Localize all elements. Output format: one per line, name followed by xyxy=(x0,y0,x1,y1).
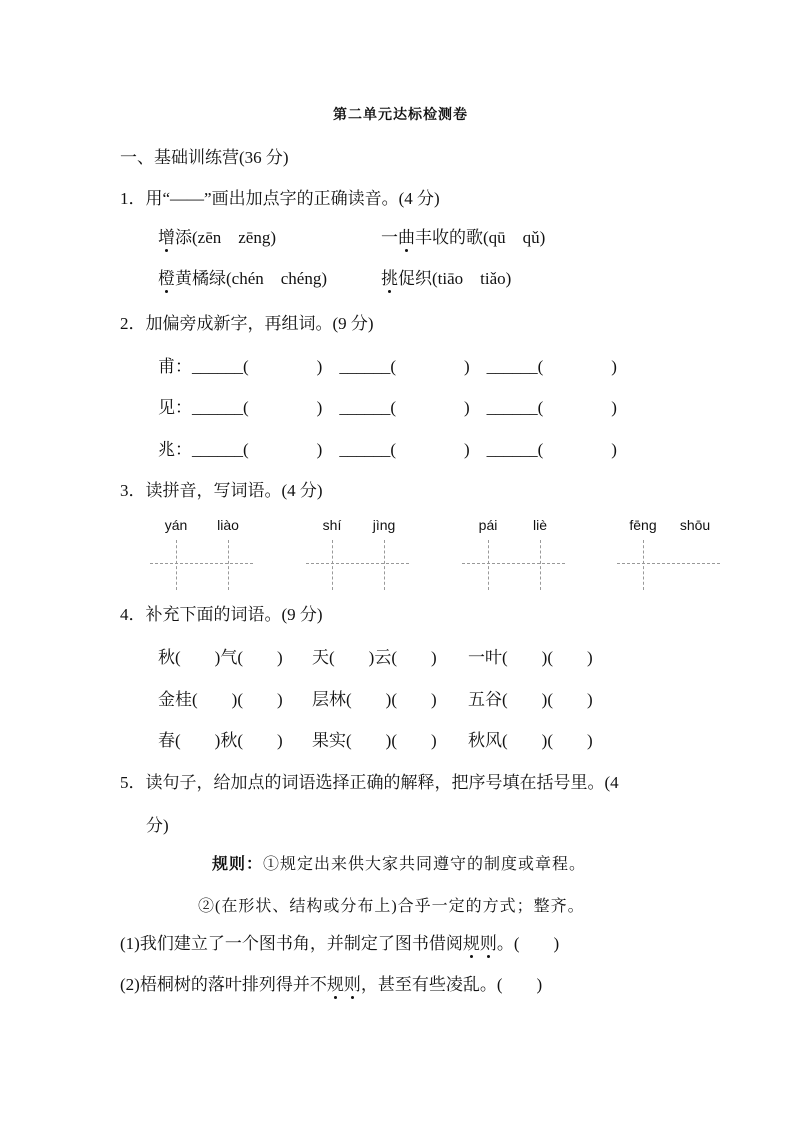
grid-guide-line xyxy=(643,540,644,590)
answer-blanks: ：______( ) ______( ) ______( ) xyxy=(175,440,617,459)
grid-guide-line xyxy=(540,540,541,590)
grid-guide-line xyxy=(384,540,385,590)
answer-blanks: ：______( ) ______( ) ______( ) xyxy=(175,398,617,417)
dotted-char: 则 xyxy=(343,975,361,994)
term: 规则： xyxy=(212,856,264,873)
pinyin: shōu xyxy=(679,517,711,533)
writing-grid xyxy=(306,540,409,590)
q5-prompt-line1: 5．读句子，给加点的词语选择正确的解释，把序号填在括号里。(4 xyxy=(120,773,619,792)
item-post: 丰收的歌(qū qǔ) xyxy=(415,228,546,247)
pinyin: fēng xyxy=(629,517,657,533)
idiom-blank: 果实( )( ) xyxy=(312,731,437,750)
part1-heading: 一、基础训练营(36 分) xyxy=(120,148,289,167)
item-post: 添(zēn zēng) xyxy=(175,228,277,247)
q4-prompt: 4．补充下面的词语。(9 分) xyxy=(120,605,323,624)
grid-guide-line xyxy=(462,563,565,564)
item-post: 黄橘绿(chén chéng) xyxy=(175,269,328,288)
sentence-pre: (1)我们建立了一个图书角，并制定了图书借阅 xyxy=(120,934,463,953)
grid-guide-line xyxy=(617,563,720,564)
q5-sentence xyxy=(120,975,542,995)
dotted-char: 挑 xyxy=(381,269,398,288)
idiom-blank: 五谷( )( ) xyxy=(468,690,593,709)
idiom-blank: 秋风( )( ) xyxy=(468,731,593,750)
definition-1 xyxy=(212,855,586,875)
q1-prompt: 1．用“——”画出加点字的正确读音。(4 分) xyxy=(120,189,440,208)
grid-guide-line xyxy=(332,540,333,590)
q1-item xyxy=(381,269,511,289)
sentence-post: ，甚至有些凌乱。( ) xyxy=(360,975,543,994)
q5-sentence xyxy=(120,934,559,954)
q3-prompt: 3．读拼音，写词语。(4 分) xyxy=(120,481,323,500)
dotted-char: 增 xyxy=(158,228,175,247)
definition-text: ①规定出来供大家共同遵守的制度或章程。 xyxy=(263,856,587,873)
base-char: 甫 xyxy=(158,357,175,376)
idiom-blank: 层林( )( ) xyxy=(312,690,437,709)
item-pre: 一 xyxy=(381,228,398,247)
sentence-pre: (2)梧桐树的落叶排列得并不 xyxy=(120,975,327,994)
idiom-blank: 金桂( )( ) xyxy=(158,690,283,709)
grid-guide-line xyxy=(150,563,253,564)
idiom-blank: 秋( )气( ) xyxy=(158,648,283,667)
grid-guide-line xyxy=(306,563,409,564)
writing-grid xyxy=(462,540,565,590)
q1-item xyxy=(158,269,327,289)
dotted-char: 规 xyxy=(462,934,480,953)
q1-item xyxy=(158,228,276,248)
q2-row xyxy=(158,357,617,377)
dotted-char: 则 xyxy=(479,934,497,953)
dotted-char: 规 xyxy=(326,975,344,994)
idiom-blank: 一叶( )( ) xyxy=(468,648,593,667)
writing-grid xyxy=(617,540,720,590)
pinyin: shí xyxy=(322,517,342,533)
dotted-char: 橙 xyxy=(158,269,175,288)
pinyin: liào xyxy=(217,517,239,533)
q2-prompt: 2．加偏旁成新字，再组词。(9 分) xyxy=(120,314,374,333)
q1-item xyxy=(381,228,545,248)
grid-guide-line xyxy=(488,540,489,590)
page-title: 第二单元达标检测卷 xyxy=(333,108,468,123)
sentence-post: 。( ) xyxy=(496,934,560,953)
idiom-blank: 春( )秋( ) xyxy=(158,731,283,750)
grid-guide-line xyxy=(228,540,229,590)
pinyin: jìng xyxy=(372,517,396,533)
definition-2: ②(在形状、结构或分布上)合乎一定的方式；整齐。 xyxy=(198,898,585,915)
writing-grid xyxy=(150,540,253,590)
idiom-blank: 天( )云( ) xyxy=(312,648,437,667)
q5-prompt-line2: 分) xyxy=(146,816,169,835)
item-post: 促织(tiāo tiǎo) xyxy=(398,269,512,288)
base-char: 兆 xyxy=(158,440,175,459)
pinyin: yán xyxy=(164,517,188,533)
grid-guide-line xyxy=(176,540,177,590)
base-char: 见 xyxy=(158,398,175,417)
dotted-char: 曲 xyxy=(398,228,415,247)
q2-row xyxy=(158,440,617,460)
pinyin: liè xyxy=(532,517,548,533)
q2-row xyxy=(158,398,617,418)
pinyin: pái xyxy=(478,517,498,533)
answer-blanks: ：______( ) ______( ) ______( ) xyxy=(175,357,617,376)
